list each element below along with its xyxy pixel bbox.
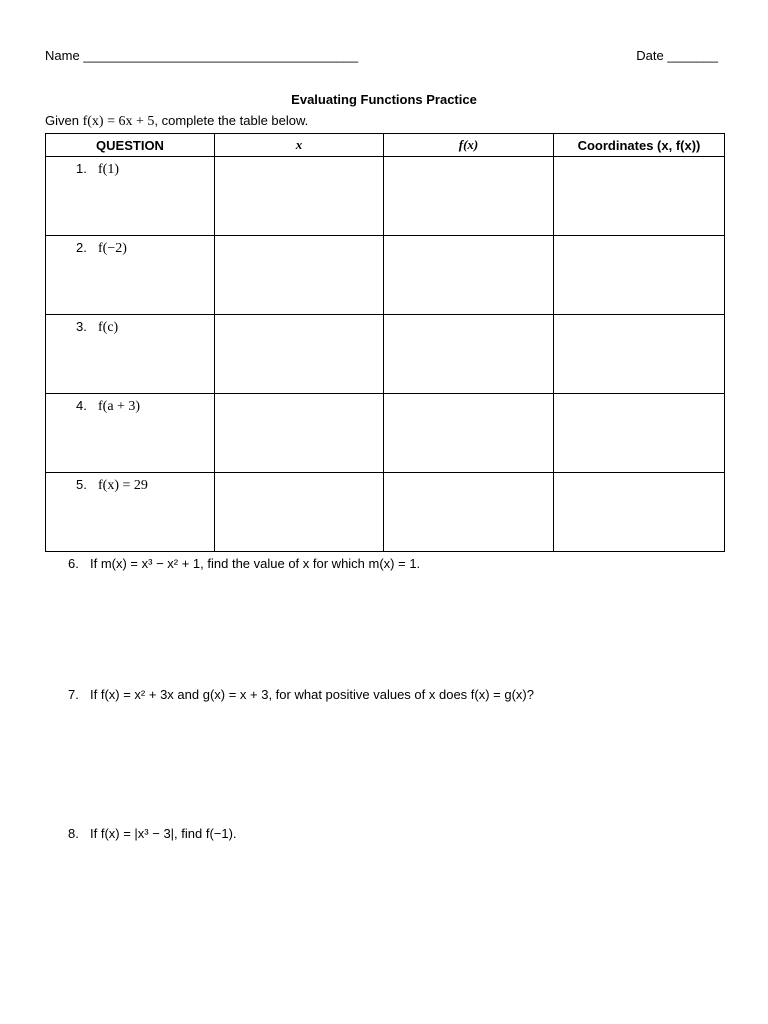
instructions [45,113,308,130]
instructions-prefix: Given [45,113,83,128]
answer-fx-cell[interactable] [384,157,554,236]
header-fx: f(x) [384,134,554,157]
answer-fx-cell[interactable] [384,473,554,552]
answer-fx-cell[interactable] [384,236,554,315]
answer-x-cell[interactable] [215,157,384,236]
problem-8 [68,826,237,841]
answer-fx-cell[interactable] [384,315,554,394]
table-header-row [46,134,725,157]
answer-coordinates-cell[interactable] [554,473,725,552]
answer-coordinates-cell[interactable] [554,315,725,394]
instructions-function: f(x) = 6x + 5 [82,114,155,129]
question-cell [46,157,215,236]
header-coordinates: Coordinates (x, f(x)) [554,134,725,157]
table-row [46,157,725,236]
page-title: Evaluating Functions Practice [291,92,477,107]
table-row [46,315,725,394]
table-row [46,236,725,315]
question-cell [46,315,215,394]
answer-coordinates-cell[interactable] [554,157,725,236]
worksheet-table [45,133,725,552]
question-cell [46,236,215,315]
instructions-suffix: , complete the table below. [154,113,309,128]
problem-text: If m(x) = x³ − x² + 1, find the value of x for which m(x) = 1. [90,556,421,571]
date-field [636,48,718,63]
question-number: 2. [76,240,87,255]
table-row [46,473,725,552]
problem-number: 6. [68,556,79,571]
problem-number: 7. [68,687,79,702]
question-expression: f(a + 3) [98,399,141,414]
name-label: Name [45,48,80,63]
problem-7 [68,687,534,702]
name-field [45,48,358,63]
name-blank: ______________________________________ [83,48,359,63]
answer-x-cell[interactable] [215,394,384,473]
date-label: Date [636,48,664,63]
answer-fx-cell[interactable] [384,394,554,473]
answer-coordinates-cell[interactable] [554,236,725,315]
question-number: 4. [76,398,87,413]
question-cell [46,473,215,552]
question-expression: f(−2) [98,241,127,256]
question-expression: f(c) [98,320,119,335]
problem-text: If f(x) = |x³ − 3|, find f(−1). [90,826,237,841]
answer-x-cell[interactable] [215,315,384,394]
answer-x-cell[interactable] [215,236,384,315]
answer-coordinates-cell[interactable] [554,394,725,473]
header-question: QUESTION [46,134,215,157]
question-cell [46,394,215,473]
problem-text: If f(x) = x² + 3x and g(x) = x + 3, for what positive values of x does f(x) = g(x)? [90,687,534,702]
problem-6 [68,556,420,571]
question-number: 1. [76,161,87,176]
question-expression: f(x) = 29 [98,478,148,493]
question-number: 3. [76,319,87,334]
problem-number: 8. [68,826,79,841]
table-row [46,394,725,473]
question-expression: f(1) [98,162,119,177]
date-blank: _______ [667,48,718,63]
question-number: 5. [76,477,87,492]
header-x: x [215,134,384,157]
answer-x-cell[interactable] [215,473,384,552]
